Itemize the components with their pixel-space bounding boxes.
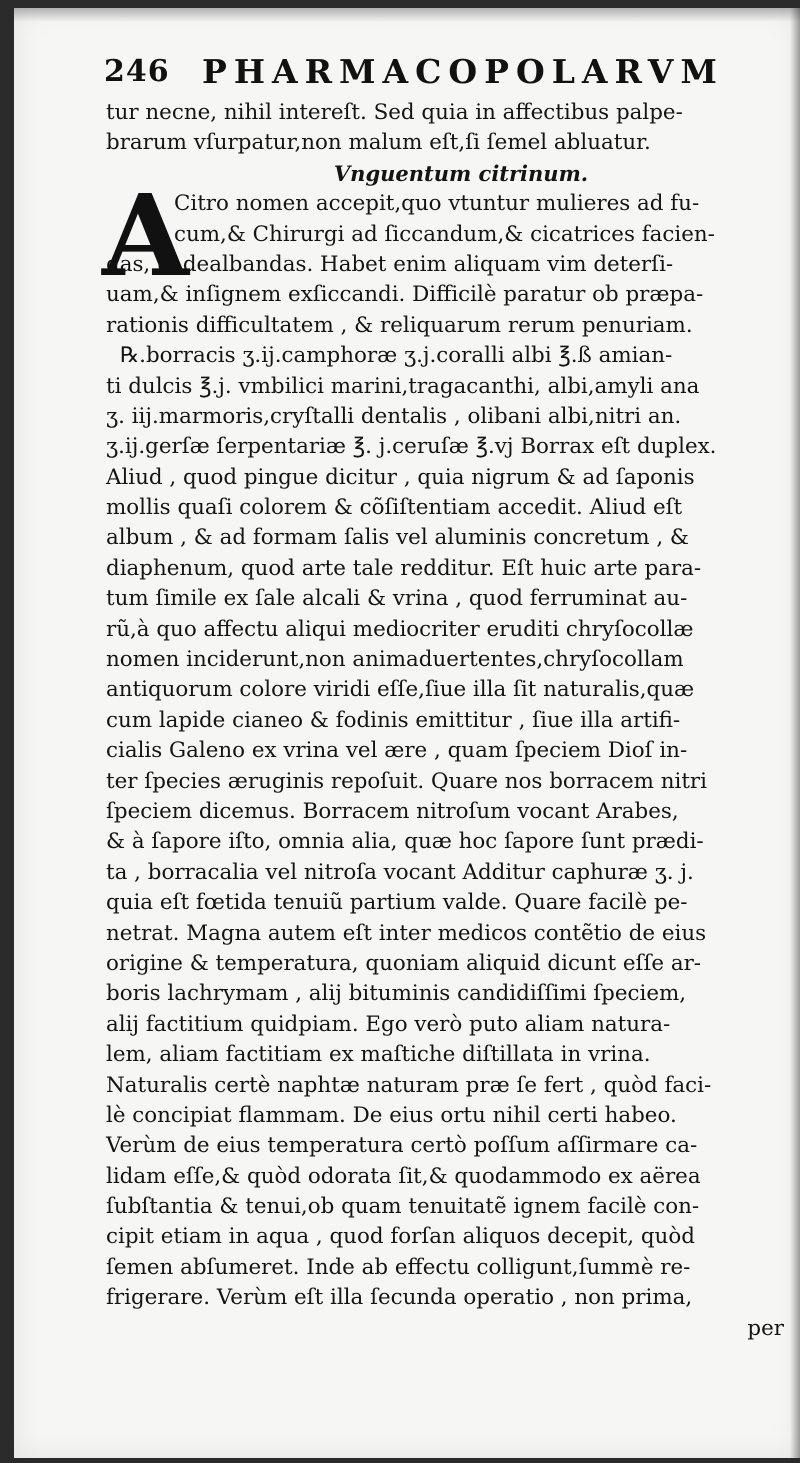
text-line: ʒ.ij.gerſæ ſerpentariæ ℥. j.ceruſæ ℥.vj Borrax eſt duplex. xyxy=(106,434,717,460)
text-line: quia eſt fœtida tenuiũ partium valde. Quare facilè pe- xyxy=(106,890,688,916)
text-line: rũ,à quo affectu aliqui mediocriter eruditi chryſocollæ xyxy=(106,616,694,642)
page-number: 246 xyxy=(104,54,170,89)
text-line: diaphenum, quod arte tale redditur. Eſt huic arte para- xyxy=(106,555,702,581)
text-line: & à ſapore iſto, omnia alia, quæ hoc ſapore ſunt prædi- xyxy=(106,829,704,855)
book-page xyxy=(14,8,800,1458)
text-line: Citro nomen accepit,quo vtuntur mulieres ad fu- xyxy=(174,191,700,217)
text-line: cialis Galeno ex vrina vel ære , quam ſpeciem Dioſ in- xyxy=(106,738,688,764)
text-line: ſpeciem dicemus. Borracem nitroſum vocant Arabes, xyxy=(106,798,679,824)
text-line: ſemen abſumeret. Inde ab effectu colligunt,ſummè re- xyxy=(106,1254,691,1280)
text-line: netrat. Magna autem eſt inter medicos contẽtio de eius xyxy=(106,920,707,946)
catchword: per xyxy=(747,1315,784,1341)
text-line: cum,& Chirurgi ad ſiccandum,& cicatrices facien- xyxy=(174,221,715,247)
text-line: Naturalis certè naphtæ naturam præ ſe fert , quòd faci- xyxy=(106,1072,712,1098)
text-line: nomen inciderunt,non animaduertentes,chryſocollam xyxy=(106,647,684,673)
text-line: uam,& inſignem exſiccandi. Difficilè paratur ob præpa- xyxy=(106,282,704,308)
text-line: ta , borracalia vel nitroſa vocant Additur caphuræ ʒ. j. xyxy=(106,859,694,885)
text-line: Aliud , quod pingue dicitur , quia nigrum & ad ſaponis xyxy=(106,464,695,490)
text-block xyxy=(102,98,796,1344)
text-line: rationis difficultatem , & reliquarum rerum penuriam. xyxy=(106,312,693,338)
page-header xyxy=(104,48,744,98)
text-line: boris lachrymam , alij bituminis candidiſſimi ſpeciem, xyxy=(106,981,687,1007)
text-line: tum ſimile ex ſale alcali & vrina , quod ferruminat au- xyxy=(106,586,688,612)
text-line: Verùm de eius temperatura certò poſſum aſſirmare ca- xyxy=(106,1133,698,1159)
text-line: ℞.borracis ʒ.ij.camphoræ ʒ.j.coralli albi ℥.ß amian- xyxy=(120,343,673,369)
text-line: frigerare. Verùm eſt illa ſecunda operatio , non prima, xyxy=(106,1285,693,1311)
text-line: das, & dealbandas. Habet enim aliquam vim deterſi- xyxy=(106,251,674,277)
running-head: PHARMACOPOLARVM xyxy=(202,52,724,91)
text-line: lem, aliam factitiam ex maſtiche diſtillata in vrina. xyxy=(106,1042,651,1068)
text-line: ter ſpecies æruginis repoſuit. Quare nos borracem nitri xyxy=(106,768,707,794)
text-line: brarum vſurpatur,non malum eſt,ſi ſemel abluatur. xyxy=(106,130,651,156)
drop-cap: A xyxy=(102,171,189,303)
text-line: ʒ. iij.marmoris,cryſtalli dentalis , olibani albi,nitri an. xyxy=(106,403,682,429)
page-top-shadow xyxy=(14,8,800,22)
text-line: cipit etiam in aqua , quod forſan aliquos decepit, quòd xyxy=(106,1224,695,1250)
text-line: tur necne, nihil intereſt. Sed quia in affectibus palpe- xyxy=(106,100,683,125)
text-line: antiquorum colore viridi eſſe,ſiue illa ſit naturalis,quæ xyxy=(106,677,695,703)
text-line: ſubſtantia & tenui,ob quam tenuitatẽ ignem facilè con- xyxy=(106,1194,700,1220)
text-line: cum lapide cianeo & fodinis emittitur , ſiue illa artifi- xyxy=(106,707,681,733)
text-line: ti dulcis ℥.j. vmbilici marini,tragacanthi, albi,amyli ana xyxy=(106,373,700,399)
text-line: alij factitium quidpiam. Ego verò puto aliam natura- xyxy=(106,1011,671,1037)
text-line: lidam eſſe,& quòd odorata ſit,& quodammodo ex aërea xyxy=(106,1163,701,1189)
text-line: lè concipiat flammam. De eius ortu nihil certi habeo. xyxy=(106,1102,677,1128)
section-heading: Vnguentum citrinum. xyxy=(333,160,589,186)
text-line: origine & temperatura, quoniam aliquid dicunt eſſe ar- xyxy=(106,950,702,976)
text-line: mollis quaſi colorem & cõſiſtentiam accedit. Aliud eſt xyxy=(106,495,683,521)
text-line: album , & ad formam ſalis vel aluminis concretum , & xyxy=(106,525,689,551)
